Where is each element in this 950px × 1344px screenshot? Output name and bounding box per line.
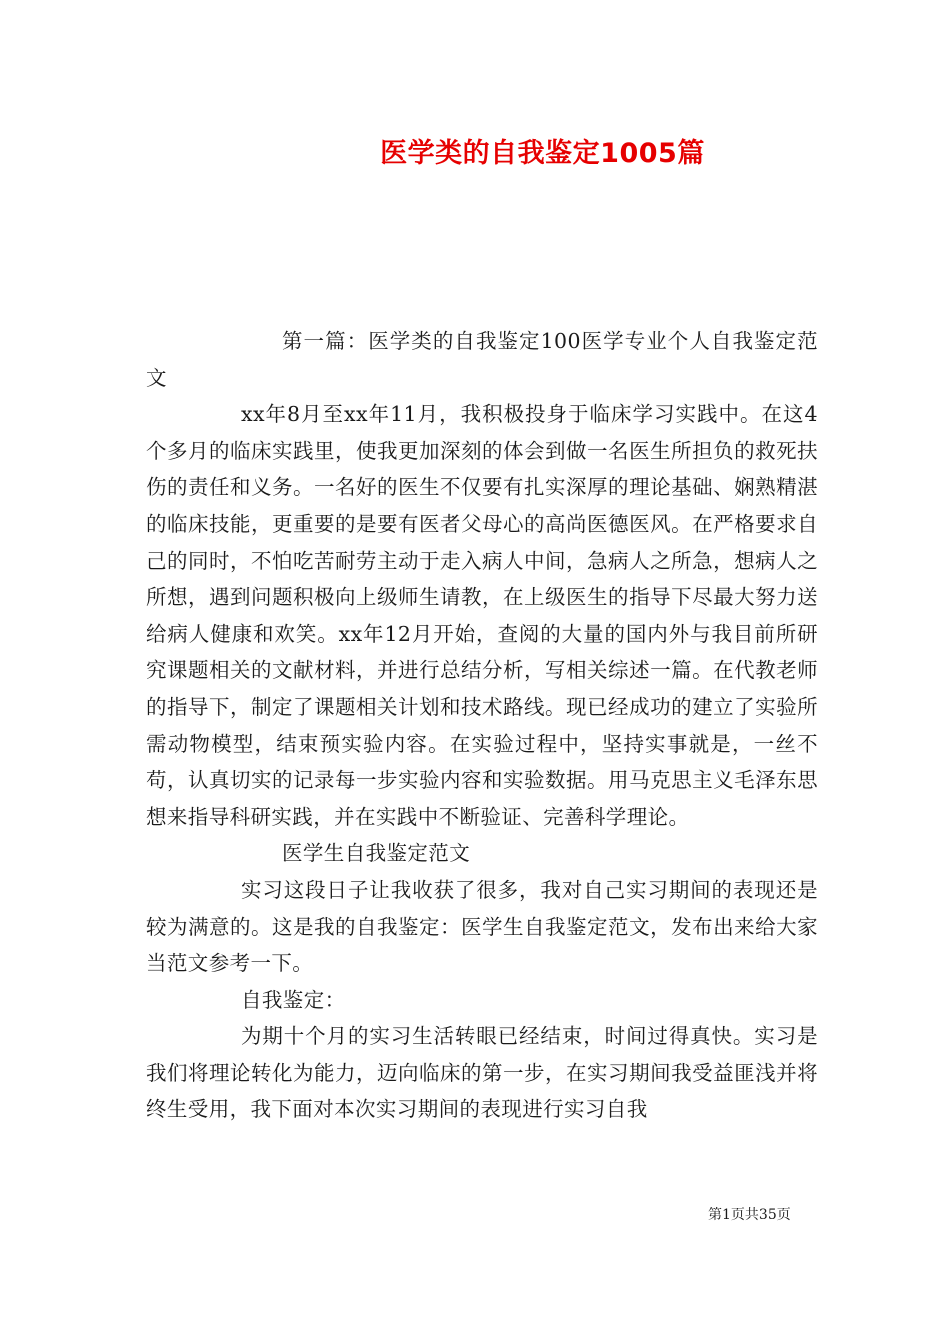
section-heading: 第一篇：医学类的自我鉴定100医学专业个人自我鉴定范文 xyxy=(146,329,818,390)
document-body xyxy=(146,323,818,1128)
self-assessment-label: 自我鉴定： xyxy=(241,987,346,1012)
page-number-footer: 第1页共35页 xyxy=(708,1207,791,1223)
document-title: 医学类的自我鉴定1005篇 xyxy=(380,138,705,169)
paragraph-internship-intro: 实习这段日子让我收获了很多，我对自己实习期间的表现还是较为满意的。这是我的自我鉴定：医学生自我鉴定范文，发布出来给大家当范文参考一下。 xyxy=(146,877,818,976)
subheading-sample: 医学生自我鉴定范文 xyxy=(282,841,471,866)
paragraph-clinical-practice: xx年8月至xx年11月，我积极投身于临床学习实践中。在这4个多月的临床实践里，使我更加深刻的体会到做一名医生所担负的救死扶伤的责任和义务。一名好的医生不仅要有扎实深厚的理论基础、娴熟精湛的临床技能，更重要的是要有医者父母心的高尚医德医风。在严格要求自己的同时，不怕吃苦耐劳主动于走入病人中间，急病人之所急，想病人之所想，遇到问题积极向上级师生请教，在上级医生的指导下尽最大努力送给病人健康和欢笑。xx年12月开始，查阅的大量的国内外与我目前所研究课题相关的文献材料，并进行总结分析，写相关综述一篇。在代教老师的指导下，制定了课题相关计划和技术路线。现已经成功的建立了实验所需动物模型，结束预实验内容。在实验过程中，坚持实事就是，一丝不苟，认真切实的记录每一步实验内容和实验数据。用马克思主义毛泽东思想来指导科研实践，并在实践中不断验证、完善科学理论。 xyxy=(146,402,818,829)
paragraph-internship-summary: 为期十个月的实习生活转眼已经结束，时间过得真快。实习是我们将理论转化为能力，迈向临床的第一步，在实习期间我受益匪浅并将终生受用，我下面对本次实习期间的表现进行实习自我 xyxy=(146,1024,818,1122)
